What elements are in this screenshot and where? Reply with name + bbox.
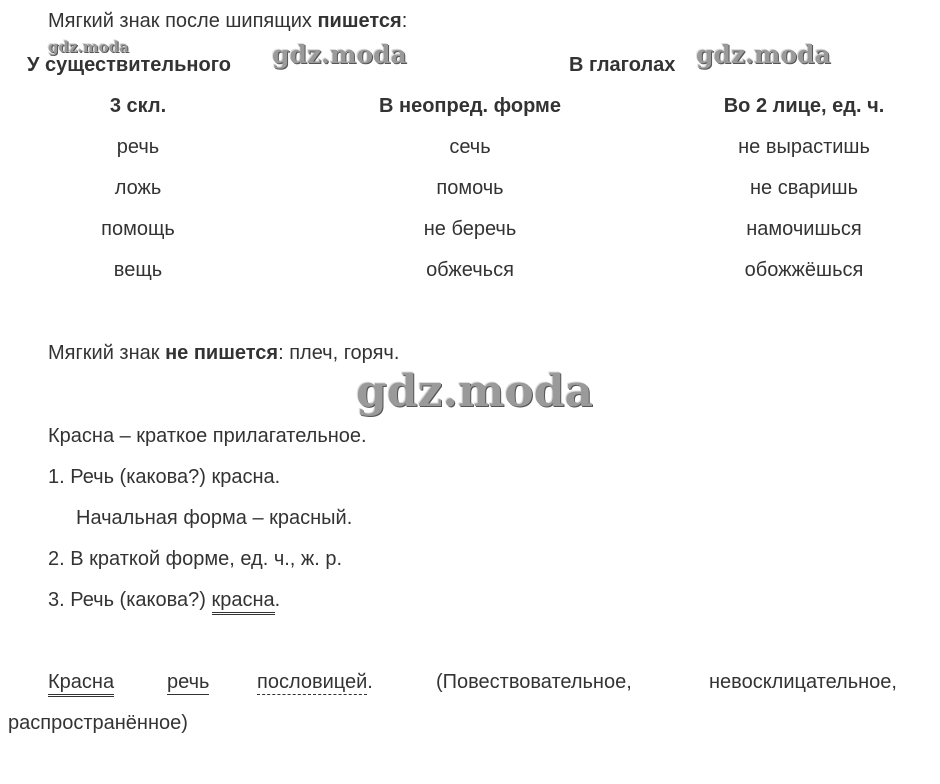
sentence-word-1 [48, 671, 114, 694]
subject-word: речь [167, 671, 210, 693]
column-verb-infinitive [320, 86, 620, 291]
list-item: намочишься [746, 218, 862, 240]
analysis-line-1: Красна – краткое прилагательное. [48, 425, 367, 447]
list-item: помочь [436, 177, 504, 199]
list-item: сечь [449, 136, 491, 158]
analysis-line-5-suffix: . [274, 589, 281, 611]
column-noun-3decl [38, 86, 238, 291]
list-item: помощь [101, 218, 175, 240]
watermark-small: gdz.moda [48, 38, 129, 56]
watermark-large: gdz.moda [356, 366, 594, 417]
column-verb-2nd-person [684, 86, 924, 291]
column-header: В неопред. форме [379, 95, 561, 117]
intro-prefix: Мягкий знак после шипящих [48, 10, 318, 32]
sentence-type-2: невосклицательное, [709, 671, 897, 693]
sentence-type-3: распространённое) [8, 712, 188, 734]
column-header: 3 скл. [109, 95, 167, 117]
sentence-word-2 [167, 671, 209, 694]
not-written-bold: не пишется [165, 342, 279, 364]
analysis-line-2: 1. Речь (какова?) красна. [48, 466, 281, 488]
list-item: речь [116, 136, 160, 158]
predicate-underlined-word: красна [212, 589, 275, 615]
object-word: пословицей [257, 671, 368, 693]
list-item: ложь [114, 177, 162, 199]
list-item: не беречь [423, 218, 517, 240]
analysis-line-5-prefix: 3. Речь (какова?) [48, 589, 212, 611]
list-item: обожжёшься [744, 259, 864, 281]
list-item: обжечься [426, 259, 514, 281]
watermark-medium-2: gdz.moda [696, 40, 831, 69]
list-item: не вырастишь [738, 136, 870, 158]
not-written-suffix: : плеч, горяч. [278, 342, 400, 364]
group-noun-heading: У существительного [27, 54, 231, 76]
list-item: вещь [113, 259, 163, 281]
not-written-prefix: Мягкий знак [48, 342, 166, 364]
analysis-line-4: 2. В краткой форме, ед. ч., ж. р. [48, 548, 343, 570]
intro-bold: пишется [317, 10, 402, 32]
sentence-period: . [367, 671, 373, 693]
predicate-word: Красна [48, 671, 114, 697]
group-verb-heading: В глаголах [569, 54, 676, 76]
list-item: не сваришь [749, 177, 858, 199]
not-written-line [48, 342, 399, 365]
intro-suffix: : [401, 10, 408, 32]
analysis-line-5 [48, 589, 280, 612]
sentence-type-1: (Повествовательное, [436, 671, 632, 693]
analysis-line-3: Начальная форма – красный. [76, 507, 353, 529]
intro-line [48, 10, 407, 33]
column-header: Во 2 лице, ед. ч. [723, 95, 885, 117]
watermark-medium-1: gdz.moda [272, 40, 407, 69]
sentence-word-3 [257, 671, 373, 694]
